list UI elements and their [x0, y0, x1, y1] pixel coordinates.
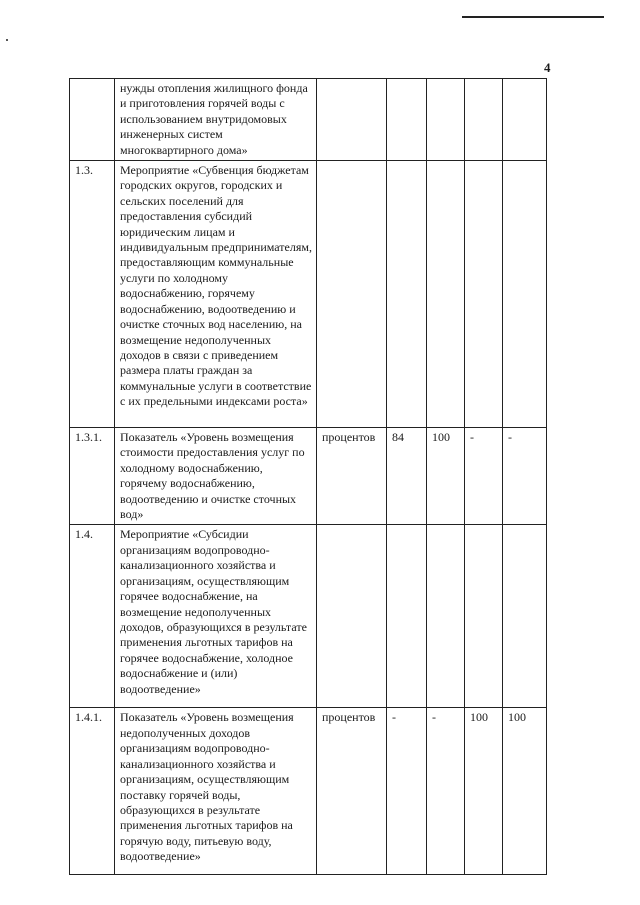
- row-number: 1.3.: [70, 161, 115, 428]
- table-row: [70, 428, 547, 525]
- row-value-4: -: [503, 428, 547, 525]
- row-unit: процентов: [317, 708, 387, 875]
- table-row: [70, 79, 547, 161]
- scan-speck: [6, 39, 8, 41]
- row-unit: [317, 161, 387, 428]
- table-row: [70, 525, 547, 708]
- row-value-1: [387, 161, 427, 428]
- row-unit: [317, 79, 387, 161]
- row-value-2: -: [427, 708, 465, 875]
- table-row: [70, 161, 547, 428]
- row-value-1: 84: [387, 428, 427, 525]
- row-unit: процентов: [317, 428, 387, 525]
- row-number: 1.4.: [70, 525, 115, 708]
- top-rule: [462, 16, 604, 18]
- row-value-2: 100: [427, 428, 465, 525]
- row-value-1: [387, 79, 427, 161]
- row-value-2: [427, 161, 465, 428]
- row-value-4: [503, 79, 547, 161]
- row-value-1: -: [387, 708, 427, 875]
- row-value-2: [427, 525, 465, 708]
- row-number: 1.4.1.: [70, 708, 115, 875]
- row-description: нужды отопления жилищного фонда и приготовления горячей воды с использованием внутридомовых инженерных систем многоквартирного дома»: [115, 79, 317, 161]
- row-value-4: 100: [503, 708, 547, 875]
- row-number: 1.3.1.: [70, 428, 115, 525]
- row-description: Мероприятие «Субвенция бюджетам городских округов, городских и сельских поселений для предоставления субсидий юридическим лицам и индивидуальным предпринимателям, предоставляющим коммунальные услуги по холодному водоснабжению, горячему водоснабжению, водоотведению и очистке сточных вод населению, на возмещение недополученных доходов в связи с приведением размера платы граждан за коммунальные услуги в соответствие с их предельными индексами роста»: [115, 161, 317, 428]
- row-value-2: [427, 79, 465, 161]
- row-value-3: [465, 79, 503, 161]
- row-value-4: [503, 525, 547, 708]
- row-value-3: -: [465, 428, 503, 525]
- page-number: 4: [544, 60, 551, 75]
- row-value-3: [465, 161, 503, 428]
- row-unit: [317, 525, 387, 708]
- row-description: Показатель «Уровень возмещения недополученных доходов организациям водопроводно-канализационного хозяйства и организациям, осуществляющим поставку горячей воды, образующихся в результате применения льготных тарифов на горячую воду, питьевую воду, водоотведение»: [115, 708, 317, 875]
- row-number: [70, 79, 115, 161]
- row-description: Показатель «Уровень возмещения стоимости предоставления услуг по холодному водоснабжению, горячему водоснабжению, водоотведению и очистке сточных вод»: [115, 428, 317, 525]
- row-description: Мероприятие «Субсидии организациям водопроводно-канализационного хозяйства и организациям, осуществляющим горячее водоснабжение, на возмещение недополученных доходов, образующихся в результате применения льготных тарифов на горячее водоснабжение, холодное водоснабжение и (или) водоотведение»: [115, 525, 317, 708]
- row-value-4: [503, 161, 547, 428]
- row-value-3: 100: [465, 708, 503, 875]
- measures-table: [69, 78, 547, 875]
- row-value-3: [465, 525, 503, 708]
- row-value-1: [387, 525, 427, 708]
- table-row: [70, 708, 547, 875]
